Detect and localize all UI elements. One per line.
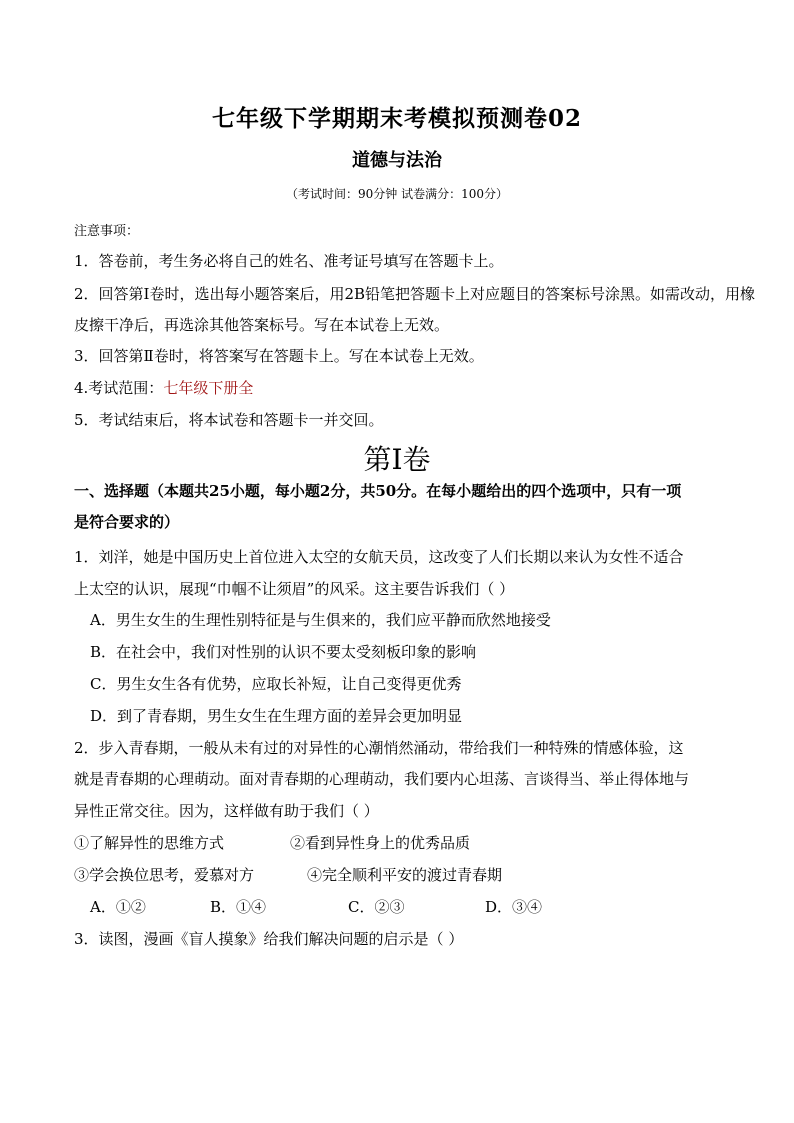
- notice-heading: 注意事项：: [74, 224, 140, 239]
- q2-stem-line-3: 异性正常交往。因为，这样做有助于我们（ ）: [74, 802, 379, 820]
- q1-option-b: B．在社会中，我们对性别的认识不要太受刻板印象的影响: [90, 643, 477, 661]
- notice-item-4-prefix: 4.考试范围：: [74, 379, 164, 397]
- exam-scope: 七年级下册全: [163, 379, 254, 397]
- q1-stem-line-1: 1．刘洋，她是中国历史上首位进入太空的女航天员，这改变了人们长期以来认为女性不适合: [74, 548, 684, 566]
- q2-statement-2: ②看到异性身上的优秀品质: [290, 834, 471, 852]
- q2-option-b: B．①④: [210, 898, 267, 916]
- q3-stem: 3．读图，漫画《盲人摸象》给我们解决问题的启示是（ ）: [74, 930, 464, 948]
- notice-item-1: 1．答卷前，考生务必将自己的姓名、准考证号填写在答题卡上。: [74, 252, 504, 270]
- exam-title: 七年级下学期期末考模拟预测卷02: [211, 105, 582, 132]
- q2-option-c: C．②③: [348, 898, 405, 916]
- notice-item-4: [74, 377, 253, 398]
- section-heading-line-1: 一、选择题（本题共25小题，每小题2分，共50分。在每小题给出的四个选项中，只有一项: [74, 482, 682, 500]
- q2-option-a: A．①②: [90, 898, 146, 916]
- notice-item-2-line-2: 皮擦干净后，再选涂其他答案标号。写在本试卷上无效。: [74, 316, 450, 334]
- subject-title: 道德与法治: [352, 150, 442, 171]
- q2-statement-1: ①了解异性的思维方式: [74, 834, 225, 852]
- q1-option-d: D．到了青春期，男生女生在生理方面的差异会更加明显: [90, 707, 463, 725]
- notice-item-5: 5．考试结束后，将本试卷和答题卡一并交回。: [74, 411, 384, 429]
- q2-option-d: D．③④: [485, 898, 543, 916]
- q2-statement-3: ③学会换位思考，爱慕对方: [74, 866, 255, 884]
- section-heading-line-2: 是符合要求的）: [74, 513, 180, 531]
- notice-item-2-line-1: 2．回答第Ⅰ卷时，选出每小题答案后，用2B铅笔把答题卡上对应题目的答案标号涂黑。如需改动，用橡: [74, 285, 756, 303]
- q2-stem-line-1: 2．步入青春期，一般从未有过的对异性的心潮悄然涌动，带给我们一种特殊的情感体验，这: [74, 739, 684, 757]
- q1-stem-line-2: 上太空的认识，展现“巾帼不让须眉”的风采。这主要告诉我们（ ）: [74, 580, 515, 598]
- volume-title: 第Ⅰ卷: [363, 443, 431, 476]
- q2-statement-4: ④完全顺利平安的渡过青春期: [307, 866, 503, 884]
- notice-item-3: 3．回答第Ⅱ卷时，将答案写在答题卡上。写在本试卷上无效。: [74, 347, 484, 365]
- q1-option-a: A．男生女生的生理性别特征是与生俱来的，我们应平静而欣然地接受: [90, 611, 551, 629]
- q1-option-c: C．男生女生各有优势，应取长补短，让自己变得更优秀: [90, 675, 462, 693]
- exam-info: （考试时间：90分钟 试卷满分：100分）: [286, 187, 508, 201]
- q2-stem-line-2: 就是青春期的心理萌动。面对青春期的心理萌动，我们要内心坦荡、言谈得当、举止得体地与: [74, 770, 690, 788]
